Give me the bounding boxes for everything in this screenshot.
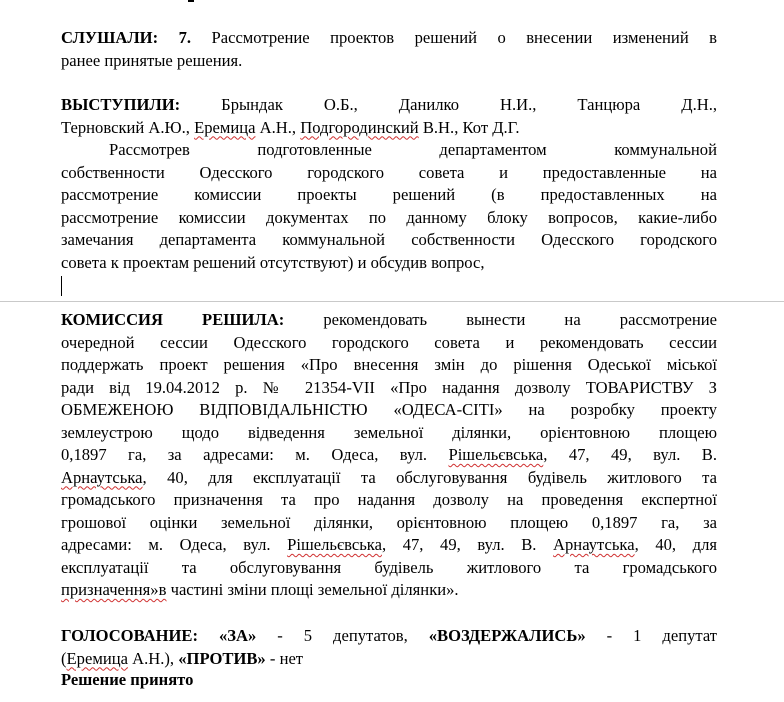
considered-line-4: рассмотрение комиссии документах по данному блоку вопросов, какие-либо bbox=[61, 207, 717, 227]
street-arnautska-2: Арнаутська bbox=[553, 535, 635, 554]
speaker-podgorodinsky: Подгородинский bbox=[300, 117, 419, 137]
decision-line-12: експлуатації та обслуговування будівель житлового та громадського bbox=[61, 557, 717, 577]
spoke-label: ВЫСТУПИЛИ: bbox=[61, 95, 181, 114]
street-rishelievska-2: Рішельєвська bbox=[287, 535, 382, 554]
speaker-eremitsa: Еремица bbox=[194, 117, 256, 137]
vote-for-count: - 5 депутатов, bbox=[277, 626, 408, 645]
decision-line-1: рекомендовать вынести на рассмотрение bbox=[323, 310, 717, 329]
speaker-kot: Кот Д.Г. bbox=[462, 117, 520, 137]
decision-paragraph[interactable] bbox=[61, 309, 717, 602]
considered-line-5: замечания департамента коммунальной собственности Одесского городского bbox=[61, 230, 717, 249]
considered-line-3: рассмотрение комиссии проекты решений (в предоставленных на bbox=[61, 185, 717, 204]
text-cursor bbox=[61, 276, 62, 296]
vote-against-label: «ПРОТИВ» bbox=[178, 648, 266, 668]
decision-line-7-end: , 47, 49, вул. В. bbox=[543, 445, 717, 464]
considered-paragraph[interactable] bbox=[61, 139, 717, 274]
heard-text-line-1: Рассмотрение проектов решений о внесении изменений в bbox=[211, 28, 717, 47]
result-paragraph[interactable] bbox=[61, 669, 717, 692]
page-break-line bbox=[0, 301, 784, 302]
decision-line-11-mid: , 47, 49, вул. В. bbox=[381, 535, 537, 554]
decision-line-6: землеустрою щодо відведення земельної ділянки, орієнтовною площею bbox=[61, 422, 717, 442]
abstain-name: Еремица bbox=[66, 648, 128, 668]
decision-line-5: ОБМЕЖЕНОЮ ВІДПОВІДАЛЬНІСТЮ «ОДЕСА-СІТІ» на розробку проекту bbox=[61, 400, 717, 419]
decision-line-13-end: частині зміни площі земельної ділянки». bbox=[170, 580, 459, 599]
speaker-podgorodinsky-initials: В.Н., bbox=[422, 117, 459, 137]
abstain-name-initials: А.Н.), bbox=[132, 648, 175, 668]
heard-number: 7. bbox=[178, 28, 192, 47]
considered-line-2: собственности Одесского городского совета и предоставленные на bbox=[61, 162, 717, 182]
decision-line-3: поддержать проект решения «Про внесення змін до рішення Одеської міської bbox=[61, 355, 717, 374]
vote-abstain-count: - 1 депутат bbox=[606, 626, 718, 645]
voting-paragraph[interactable]: ГОЛОСОВАНИЕ: «ЗА» - 5 депутатов, «ВОЗДЕРЖАЛИСЬ» - 1 депутат (Еремица А.Н.), «ПРОТИВ» - нет bbox=[61, 626, 718, 668]
decision-label: КОМИССИЯ РЕШИЛА: bbox=[61, 310, 285, 329]
speaker-eremitsa-initials: А.Н., bbox=[259, 117, 297, 137]
decision-line-10: грошової оцінки земельної ділянки, орієнтовною площею 0,1897 га, за bbox=[61, 512, 717, 532]
decision-line-7-start: 0,1897 га, за адресами: м. Одеса, вул. bbox=[61, 445, 428, 464]
spoke-paragraph[interactable] bbox=[61, 94, 717, 139]
spoke-names-line-1: Брындак О.Б., Данилко Н.И., Танцюра Д.Н., bbox=[221, 95, 717, 114]
page-top-edge bbox=[0, 0, 784, 4]
decision-line-11-end: , 40, для bbox=[634, 535, 717, 554]
considered-line-1: Рассмотрев подготовленные департаментом коммунальной bbox=[109, 140, 717, 159]
decision-line-4: ради від 19.04.2012 р. № 21354-VІІ «Про надання дозволу ТОВАРИСТВУ З bbox=[61, 377, 717, 397]
decision-line-11-start: адресами: м. Одеса, вул. bbox=[61, 535, 271, 554]
heard-label: СЛУШАЛИ: bbox=[61, 28, 159, 47]
decision-line-8-end: , 40, для експлуатації та обслуговування будівель житлового та bbox=[142, 467, 717, 487]
considered-line-6: совета к проектам решений отсутствуют) и обсудив вопрос, bbox=[61, 252, 485, 272]
word-pryznachennia: призначення»в bbox=[61, 580, 167, 599]
previous-text-fragment bbox=[188, 0, 194, 2]
decision-line-2: очередной сессии Одесского городского совета и рекомендовать сессии bbox=[61, 332, 717, 352]
voting-label: ГОЛОСОВАНИЕ: bbox=[61, 626, 199, 645]
vote-abstain-label: «ВОЗДЕРЖАЛИСЬ» bbox=[428, 626, 586, 645]
vote-for-label: «ЗА» bbox=[218, 626, 257, 645]
speaker-ternovsky: Терновский А.Ю., bbox=[61, 117, 190, 137]
decision-result: Решение принято bbox=[61, 670, 194, 689]
street-arnautska-1: Арнаутська bbox=[61, 467, 143, 487]
decision-line-9: громадського призначення та про надання дозволу на проведення експертної bbox=[61, 490, 717, 509]
heard-paragraph[interactable] bbox=[61, 27, 717, 72]
vote-against-count: - нет bbox=[269, 648, 304, 668]
heard-text-line-2: ранее принятые решения. bbox=[61, 50, 243, 70]
street-rishelievska-1: Рішельєвська bbox=[448, 445, 544, 464]
